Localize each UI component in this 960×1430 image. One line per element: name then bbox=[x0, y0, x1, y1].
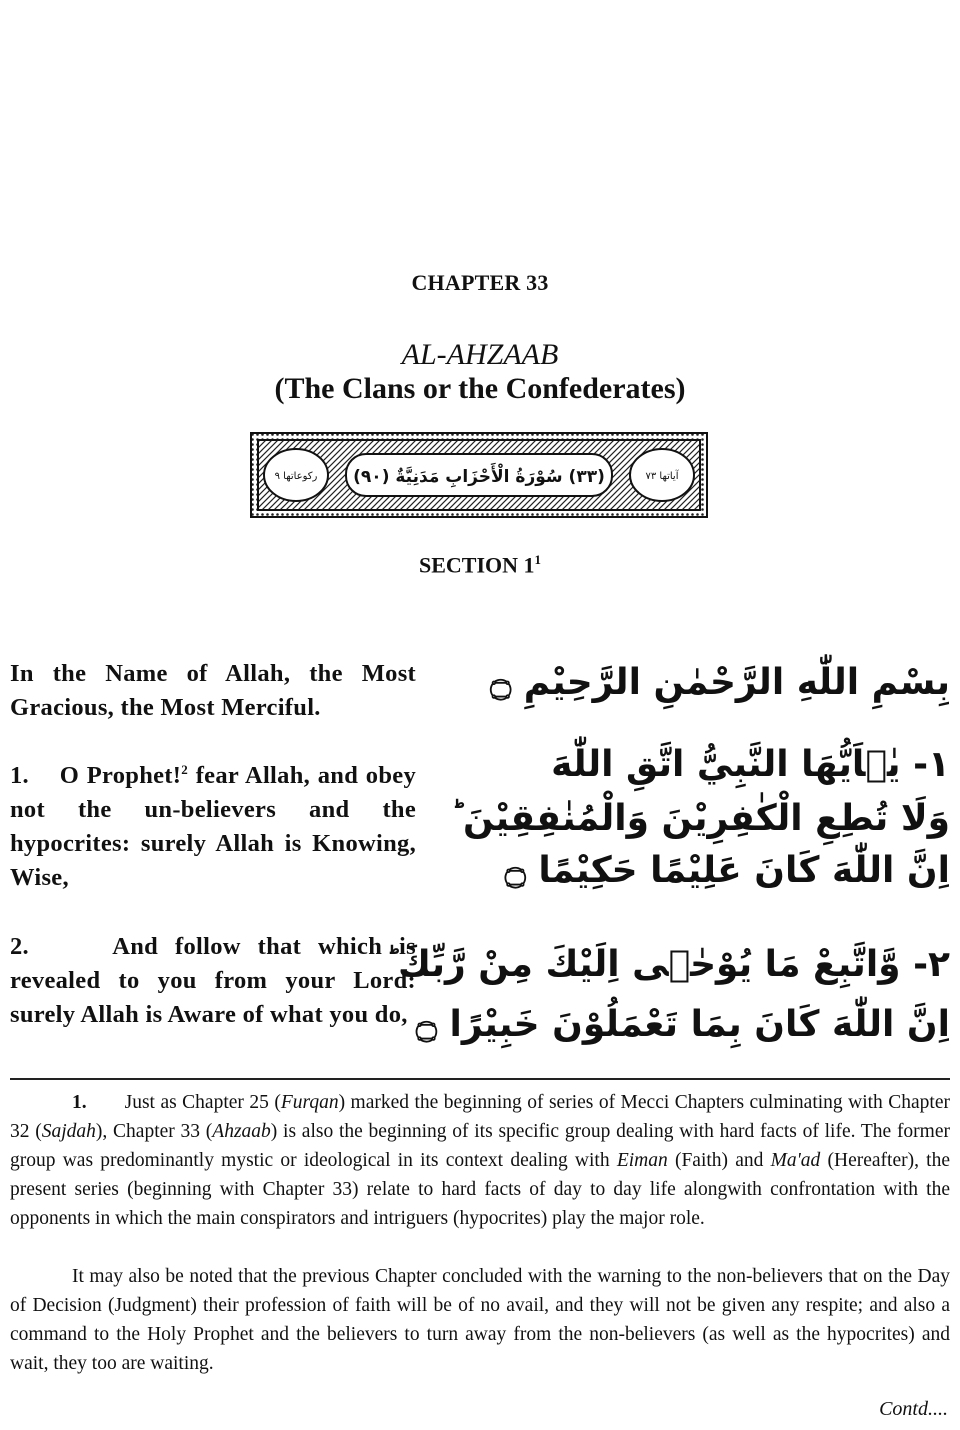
footnote-text: ), Chapter 33 ( bbox=[95, 1121, 213, 1142]
footnote-text: (Faith) and bbox=[667, 1150, 771, 1171]
section-heading-text: SECTION 1 bbox=[418, 552, 535, 578]
verse-1-arabic-line-3: اِنَّ اللّٰهَ كَانَ عَلِيْمًا حَكِيْمًا ۝ bbox=[504, 850, 950, 891]
continued-label: Contd.... bbox=[879, 1398, 948, 1420]
verse-1-arabic-line-1: ١- يٰۤاَيُّهَا النَّبِيُّ اتَّقِ اللّٰهَ bbox=[551, 744, 950, 785]
verse-2-english bbox=[10, 930, 416, 1032]
footnote-term-maad: Ma'ad bbox=[770, 1150, 821, 1171]
footnote-1-paragraph-2: It may also be noted that the previous Chapter concluded with the warning to the non-believers that on the Day of Decision (Judgment) their profession of faith will be of no avail, and they will not be given any respite; and also a command to the Holy Prophet and the believers to turn away from the non-believers (as well as the hypocrites) and wait, they too are waiting. bbox=[10, 1266, 950, 1374]
verse-1-arabic-line-2: وَلَا تُطِعِ الْكٰفِرِيْنَ وَالْمُنٰفِقِيْنَ ؕ bbox=[450, 798, 950, 839]
surah-name: AL-AHZAAB bbox=[401, 338, 559, 371]
footnote-term-eiman: Eiman bbox=[616, 1150, 668, 1171]
section-footnote-ref: 1 bbox=[534, 552, 542, 567]
footnote-text: (Hereafter), the present series (beginning with Chapter 33) relate to hard facts of day to day life alongwith confrontation with the opponents in which the main conspirators and intriguers (hypocrites) play the major role. bbox=[10, 1150, 950, 1229]
verse-1-number: 1. bbox=[10, 762, 29, 789]
section-heading bbox=[0, 552, 960, 578]
footnote-text: ) marked the beginning of series of Mecci Chapters culminating with Chapter 32 ( bbox=[10, 1092, 950, 1142]
chapter-heading: CHAPTER 33 bbox=[411, 270, 549, 295]
verse-2-arabic-line-2: اِنَّ اللّٰهَ كَانَ بِمَا تَعْمَلُوْنَ خَبِيْرًا ۝ bbox=[415, 1004, 950, 1045]
verse-1-text-b: fear Allah, and obey not the un-believers and the hypocrites: surely Allah is Knowing, Wise, bbox=[10, 762, 417, 891]
footnote-text: ) is also the beginning of its specific group dealing with hard facts of life. The former group was predominantly mystic or ideological in its context dealing with bbox=[10, 1121, 950, 1171]
verse-1-footnote-ref: 2 bbox=[181, 761, 189, 777]
footnote-term-sajdah: Sajdah bbox=[41, 1121, 96, 1142]
banner-left-text: رکوعاتها ٩ bbox=[274, 471, 318, 482]
footnote-1-paragraph-1 bbox=[10, 1088, 950, 1233]
footnote-text: Just as Chapter 25 ( bbox=[124, 1092, 281, 1113]
banner-title: (٣٣) سُوْرَةُ الْأَحْزَابِ مَدَنِيَّةٌ (٩٠) bbox=[353, 467, 605, 487]
footnote-term-furqan: Furqan bbox=[280, 1092, 339, 1113]
verse-2-number: 2. bbox=[10, 933, 29, 960]
verse-1-english bbox=[10, 759, 416, 895]
verse-2-text: And follow that which is revealed to you from your Lord: surely Allah is Aware of what you do, bbox=[10, 933, 416, 1028]
footnote-term-ahzaab: Ahzaab bbox=[212, 1121, 271, 1142]
surah-meaning: (The Clans or the Confederates) bbox=[274, 372, 686, 405]
footnote-divider bbox=[10, 1078, 950, 1080]
verse-2-arabic-line-1: ٢- وَّاتَّبِعْ مَا يُوْحٰۤى اِلَيْكَ مِنْ رَّبِّكَ ؕ bbox=[385, 944, 950, 985]
surah-banner bbox=[250, 432, 708, 518]
banner-right-text: آیاتها ٧٣ bbox=[645, 471, 679, 482]
bismillah-english: In the Name of Allah, the Most Gracious, the Most Merciful. bbox=[10, 660, 416, 721]
footnote-1-number: 1. bbox=[72, 1092, 87, 1113]
verse-1-text-a: O Prophet! bbox=[59, 762, 182, 789]
bismillah-arabic: بِسْمِ اللّٰهِ الرَّحْمٰنِ الرَّحِيْمِ ۝ bbox=[490, 662, 950, 703]
